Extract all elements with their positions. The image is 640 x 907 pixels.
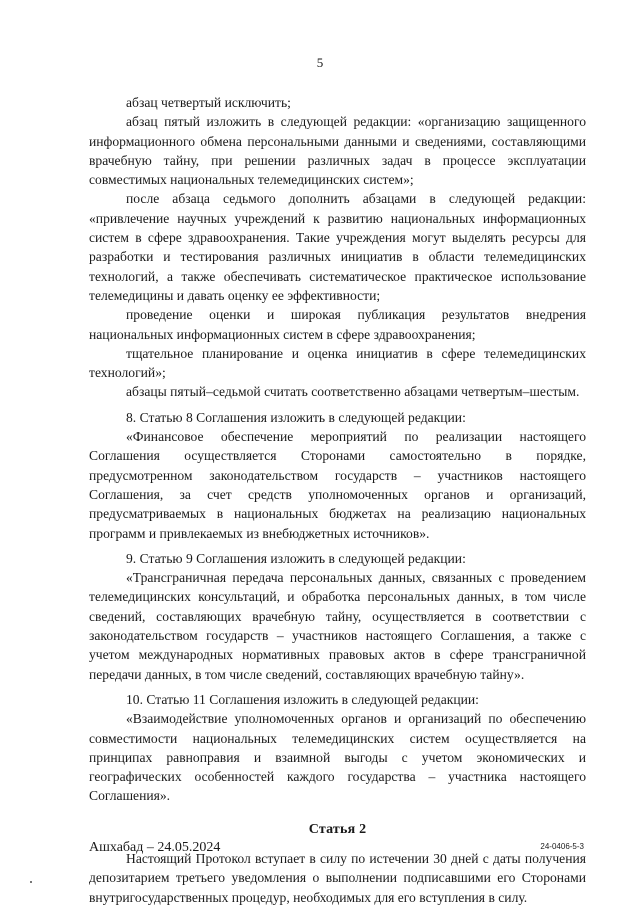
item-8-text: «Финансовое обеспечение мероприятий по реализации настоящего Соглашения осуществляется Сторонами самостоятельно в порядке, предусмотренном законодательством государств – участников настоящего Соглашения, за счет средств уполномоченных органов и организаций, предусматриваемых в национальных бюджетах на реализацию национальных программ и привлекаемых из внебюджетных источников». [89, 429, 586, 541]
item-10-text: «Взаимодействие уполномоченных органов и организаций по обеспечению совместимости национальных телемедицинских систем осуществляется на принципах равноправия и взаимной выгоды с учетом экономических и географических особенностей каждого государства – участника настоящего Соглашения». [89, 711, 586, 804]
scan-speck [30, 881, 32, 883]
item-9-text: «Трансграничная передача персональных данных, связанных с проведением телемедицинских консультаций, и обработка персональных данных, в том числе сведений, составляющих врачебную тайну, осуществляется в соответствии с законодательством государств – участников настоящего Соглашения, а также с учетом международных нормативных правовых актов в сфере трансграничной передачи данных, в том числе сведений, составляющих врачебную тайну». [89, 570, 586, 682]
paragraph-delete-fourth: абзац четвертый исключить; [126, 95, 291, 110]
paragraph-evaluation: проведение оценки и широкая публикация результатов внедрения национальных информационных систем в сфере здравоохранения; [89, 307, 586, 342]
paragraph-fifth-edit: абзац пятый изложить в следующей редакции: «организацию защищенного информационного обмена персональными данными и сведениями, составляющими врачебную тайну, при решении различных задач в процессе эксплуатации совместимых национальных телемедицинских систем»; [89, 114, 586, 188]
place-date: Ашхабад – 24.05.2024 [89, 840, 221, 855]
page-number: 5 [316, 55, 324, 70]
item-9-intro: 9. Статью 9 Соглашения изложить в следующей редакции: [126, 550, 466, 566]
document-code: 24-0406-5-3 [540, 842, 584, 851]
paragraph-planning: тщательное планирование и оценка инициатив в сфере телемедицинских технологий»; [89, 345, 586, 381]
item-10-intro: 10. Статью 11 Соглашения изложить в следующей редакции: [126, 691, 479, 707]
paragraph-after-seventh: после абзаца седьмого дополнить абзацами в следующей редакции: «привлечение научных учреждений к развитию национальных информационных систем в сфере здравоохранения. Такие учреждения могут выделять ресурсы для разработки и тестирования различных инициатив в области телемедицинских технологий, а также обеспечивать систематическое практическое использование телемедицины и давать оценку ее эффективности; [89, 191, 586, 303]
article-2-heading: Статья 2 [308, 821, 367, 837]
article-2-text: Настоящий Протокол вступает в силу по истечении 30 дней с даты получения депозитарием третьего уведомления о выполнении подписавшими его Сторонами внутригосударственных процедур, необходимых для его вступления в силу. [89, 850, 586, 905]
document-body [89, 93, 586, 907]
item-8-intro: 8. Статью 8 Соглашения изложить в следующей редакции: [126, 409, 466, 425]
paragraph-renumber: абзацы пятый–седьмой считать соответственно абзацами четвертым–шестым. [126, 384, 580, 400]
